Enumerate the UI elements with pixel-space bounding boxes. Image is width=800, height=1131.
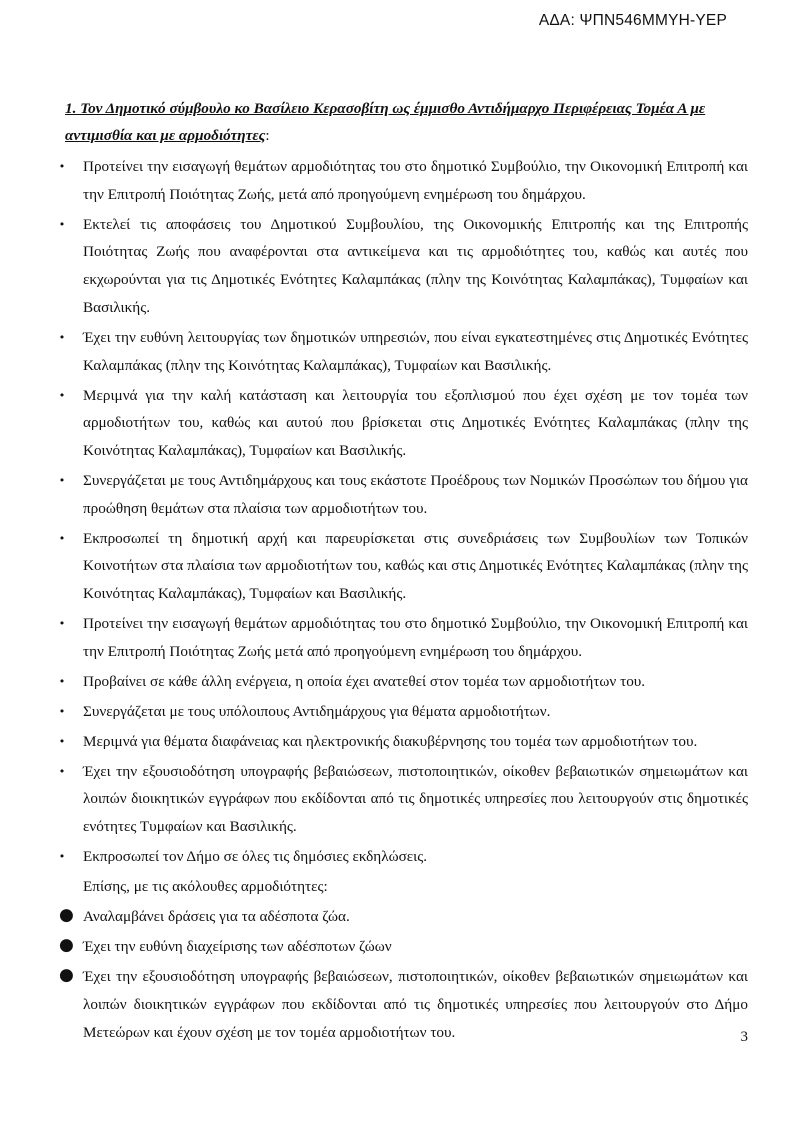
list-item	[0, 758, 800, 841]
heading-colon: :	[265, 127, 270, 144]
list-item	[0, 211, 800, 322]
list-item	[0, 668, 800, 696]
bullet: •	[58, 473, 66, 487]
list-item	[0, 467, 800, 522]
bullet: •	[58, 704, 66, 718]
bullet: •	[58, 734, 66, 748]
list-item-text: Συνεργάζεται με τους υπόλοιπους Αντιδημάρχους για θέματα αρμοδιοτήτων.	[83, 702, 551, 720]
page-number: 3	[740, 1029, 748, 1045]
bullet: •	[58, 674, 66, 688]
list-item	[0, 153, 800, 208]
bullet: ●	[59, 905, 74, 926]
heading-title: 1. Τον Δημοτικό σύμβουλο κο Βασίλειο Κερασοβίτη ως έμμισθο Αντιδήμαρχο Περιφέρειας Τομέα Α με αντιμισθία και με αρμοδιότητες	[65, 100, 706, 144]
bullet: ●	[59, 965, 74, 986]
list-item	[0, 963, 800, 1046]
list-item	[0, 933, 800, 961]
list-item-text: Μεριμνά για την καλή κατάσταση και λειτουργία του εξοπλισμού που έχει σχέση με τον τομέα των αρμοδιοτήτων του, καθώς και αυτού που βρίσκεται στις Δημοτικές Ενότητες Καλαμπάκας (πλην της Κοινότητας Καλαμπάκας), Τυμφαίων και Βασιλικής.	[83, 386, 748, 459]
list-item	[0, 324, 800, 379]
list-item	[0, 728, 800, 756]
bullet: •	[58, 388, 66, 402]
bullet: •	[58, 531, 66, 545]
ada-code: ΑΔΑ: ΨΠΝ546ΜΜΥΗ-ΥΕΡ	[538, 12, 727, 29]
list-item-text: Προβαίνει σε κάθε άλλη ενέργεια, η οποία έχει ανατεθεί στον τομέα των αρμοδιοτήτων του.	[83, 672, 646, 690]
list-item-text: Αναλαμβάνει δράσεις για τα αδέσποτα ζώα.	[83, 908, 350, 926]
list-item	[0, 843, 800, 871]
list-item	[0, 525, 800, 608]
list-item-text: Επίσης, με τις ακόλουθες αρμοδιότητες:	[83, 878, 328, 896]
responsibilities-list	[0, 153, 800, 1049]
list-item-text: Συνεργάζεται με τους Αντιδημάρχους και τους εκάστοτε Προέδρους των Νομικών Προσώπων του δήμου για προώθηση θεμάτων στα πλαίσια των αρμοδιοτήτων του.	[83, 471, 748, 517]
list-item	[0, 903, 800, 931]
list-item	[0, 382, 800, 465]
bullet: •	[58, 850, 66, 864]
list-item-text: Προτείνει την εισαγωγή θεμάτων αρμοδιότητας του στο δημοτικό Συμβούλιο, την Οικονομική Επιτροπή και την Επιτροπή Ποιότητας Ζωής, μετά από προηγούμενη ενημέρωση του δημάρχου.	[83, 158, 748, 203]
list-item-intro	[0, 873, 800, 901]
bullet: •	[58, 160, 66, 173]
list-item-text: Έχει την εξουσιοδότηση υπογραφής βεβαιώσεων, πιστοποιητικών, οίκοθεν βεβαιωτικών σημειωμάτων και λοιπών διοικητικών εγγράφων που εκδίδονται από τις δημοτικές υπηρεσίες που λειτουργούν στις δημοτικές ενότητες Τυμφαίων και Βασιλικής.	[83, 762, 748, 836]
list-item-text: Εκπροσωπεί τη δημοτική αρχή και παρευρίσκεται στις συνεδριάσεις των Συμβουλίων των Τοπικών Κοινοτήτων στα πλαίσια των αρμοδιοτήτων του, καθώς και στις Δημοτικές Ενότητες Καλαμπάκας (πλην της Κοινότητας Καλαμπάκας), Τυμφαίων και Βασιλικής.	[83, 529, 748, 603]
bullet: •	[58, 217, 66, 231]
list-item-text: Έχει την ευθύνη λειτουργίας των δημοτικών υπηρεσιών, που είναι εγκατεστημένες στις Δημοτικές Ενότητες Καλαμπάκας (πλην της Κοινότητας Καλαμπάκας), Τυμφαίων και Βασιλικής.	[83, 328, 748, 374]
section-heading	[65, 95, 755, 149]
bullet: •	[58, 764, 66, 778]
list-item-text: Μεριμνά για θέματα διαφάνειας και ηλεκτρονικής διακυβέρνησης του τομέα των αρμοδιοτήτων του.	[83, 732, 698, 750]
list-item	[0, 698, 800, 726]
bullet: •	[58, 330, 66, 344]
list-item	[0, 610, 800, 665]
list-item-text: Έχει την εξουσιοδότηση υπογραφής βεβαιώσεων, πιστοποιητικών, οίκοθεν βεβαιωτικών σημειωμάτων και λοιπών διοικητικών εγγράφων που εκδίδονται από τις δημοτικές υπηρεσίες που λειτουργούν στο Δήμο Μετεώρων και έχουν σχέση με τον τομέα αρμοδιοτήτων του.	[83, 968, 748, 1041]
list-item-text: Εκπροσωπεί τον Δήμο σε όλες τις δημόσιες εκδηλώσεις.	[83, 848, 428, 866]
list-item-text: Έχει την ευθύνη διαχείρισης των αδέσποτων ζώων	[83, 938, 392, 956]
list-item-text: Εκτελεί τις αποφάσεις του Δημοτικού Συμβουλίου, της Οικονομικής Επιτροπής και της Επιτροπής Ποιότητας Ζωής που αναφέρονται στα αντικείμενα και τις αρμοδιότητες του, καθώς και αυτές που εκχωρούνται για τις Δημοτικές Ενότητες Καλαμπάκας (πλην της Κοινότητας Καλαμπάκας), Τυμφαίων και Βασιλικής.	[83, 215, 748, 316]
bullet: •	[58, 617, 66, 631]
bullet: ●	[59, 935, 74, 956]
list-item-text: Προτείνει την εισαγωγή θεμάτων αρμοδιότητας του στο δημοτικό Συμβούλιο, την Οικονομική Επιτροπή και την Επιτροπή Ποιότητας Ζωής μετά από προηγούμενη ενημέρωση του δημάρχου.	[83, 615, 748, 660]
